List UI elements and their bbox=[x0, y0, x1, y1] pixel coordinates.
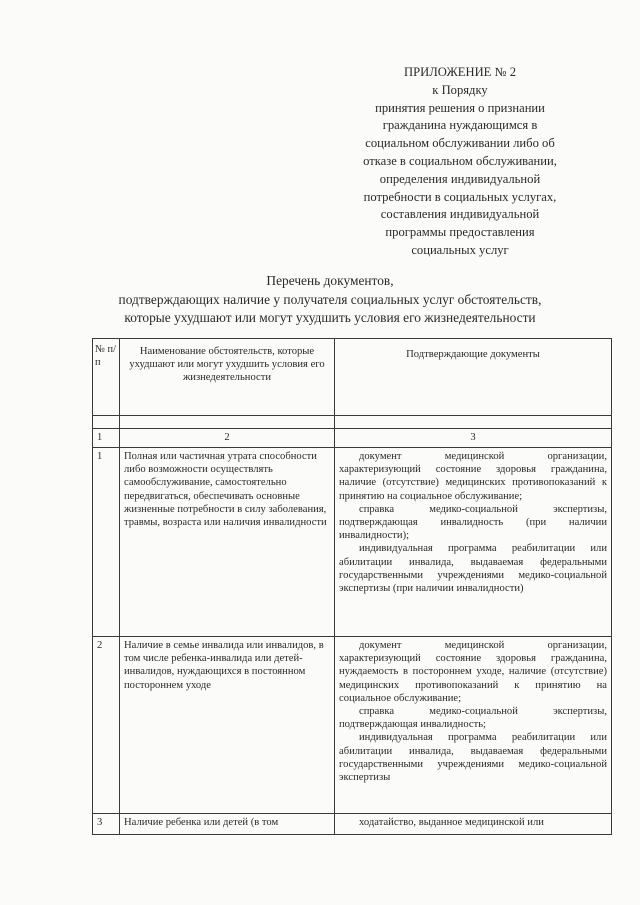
appendix-line: гражданина нуждающимся в bbox=[382, 118, 538, 133]
document-item: индивидуальная программа реабилитации или абилитации инвалида, выдаваемая федеральными государственными учреждениями медико-социальной экспертизы (при наличии инвалидности) bbox=[339, 543, 607, 595]
appendix-line: определения индивидуальной bbox=[379, 171, 541, 186]
row-circumstance: Наличие ребенка или детей (в том bbox=[120, 814, 335, 835]
document-item: документ медицинской организации, характеризующий состояние здоровья гражданина, наличие (отсутствие) медицинских противопоказаний к принятию на социальное обслуживание; bbox=[339, 451, 607, 502]
row-number: 1 bbox=[93, 448, 120, 637]
title-line: подтверждающих наличие у получателя социальных услуг обстоятельств, bbox=[118, 291, 542, 307]
documents-table bbox=[92, 338, 612, 835]
header-circumstance: Наименование обстоятельств, которые ухудшают или могут ухудшить условия его жизнедеятельности bbox=[120, 339, 335, 416]
document-item: справка медико-социальной экспертизы, подтверждающая инвалидность; bbox=[339, 706, 607, 731]
row-circumstance: Наличие в семье инвалида или инвалидов, в том числе ребенка-инвалида или детей-инвалидов, нуждающихся в постоянном постороннем уходе bbox=[120, 637, 335, 814]
table-row bbox=[93, 448, 612, 637]
row-documents bbox=[335, 448, 612, 637]
document-item: документ медицинской организации, характеризующий состояние здоровья гражданина, нуждаемость в постороннем уходе, наличие (отсутствие) медицинских противопоказаний к принятию на социальное обслуживание; bbox=[339, 640, 607, 704]
header-num: № п/п bbox=[93, 339, 120, 416]
document-item: справка медико-социальной экспертизы, подтверждающая инвалидность (при наличии инвалидности); bbox=[339, 503, 607, 542]
appendix-line: потребности в социальных услугах, bbox=[363, 189, 557, 204]
column-number-row bbox=[93, 429, 612, 448]
column-number: 3 bbox=[335, 429, 612, 448]
row-number: 3 bbox=[93, 814, 120, 835]
appendix-line: к Порядку bbox=[432, 82, 488, 97]
table-row bbox=[93, 814, 612, 835]
table-spacer-row bbox=[93, 416, 612, 429]
row-documents bbox=[335, 814, 612, 835]
appendix-line: социальном обслуживании либо об bbox=[365, 136, 555, 151]
appendix-line: отказе в социальном обслуживании, bbox=[363, 153, 557, 168]
appendix-line: составления индивидуальной bbox=[380, 207, 540, 222]
document-item: индивидуальная программа реабилитации или абилитации инвалида, выдаваемая федеральными государственными учреждениями медико-социальной экспертизы bbox=[339, 732, 607, 784]
title-line: которые ухудшают или могут ухудшить условия его жизнедеятельности bbox=[124, 310, 536, 325]
column-number: 2 bbox=[120, 429, 335, 448]
appendix-line: принятия решения о признании bbox=[375, 100, 545, 115]
appendix-line: ПРИЛОЖЕНИЕ № 2 bbox=[404, 65, 516, 79]
table-row bbox=[93, 637, 612, 814]
appendix-line: программы предоставления bbox=[385, 225, 535, 240]
column-number: 1 bbox=[93, 429, 120, 448]
title-line: Перечень документов, bbox=[266, 273, 394, 288]
table-header-row bbox=[93, 339, 612, 416]
header-documents: Подтверждающие документы bbox=[335, 339, 612, 416]
appendix-line: социальных услуг bbox=[411, 242, 509, 257]
appendix-header bbox=[338, 64, 582, 260]
row-circumstance: Полная или частичная утрата способности либо возможности осуществлять самообслуживание, самостоятельно передвигаться, обеспечивать основные жизненные потребности в силу заболевания, травмы, возраста или наличия инвалидности bbox=[120, 448, 335, 637]
list-title bbox=[60, 272, 600, 328]
row-number: 2 bbox=[93, 637, 120, 814]
row-documents bbox=[335, 637, 612, 814]
document-item: ходатайство, выданное медицинской или bbox=[359, 817, 544, 828]
